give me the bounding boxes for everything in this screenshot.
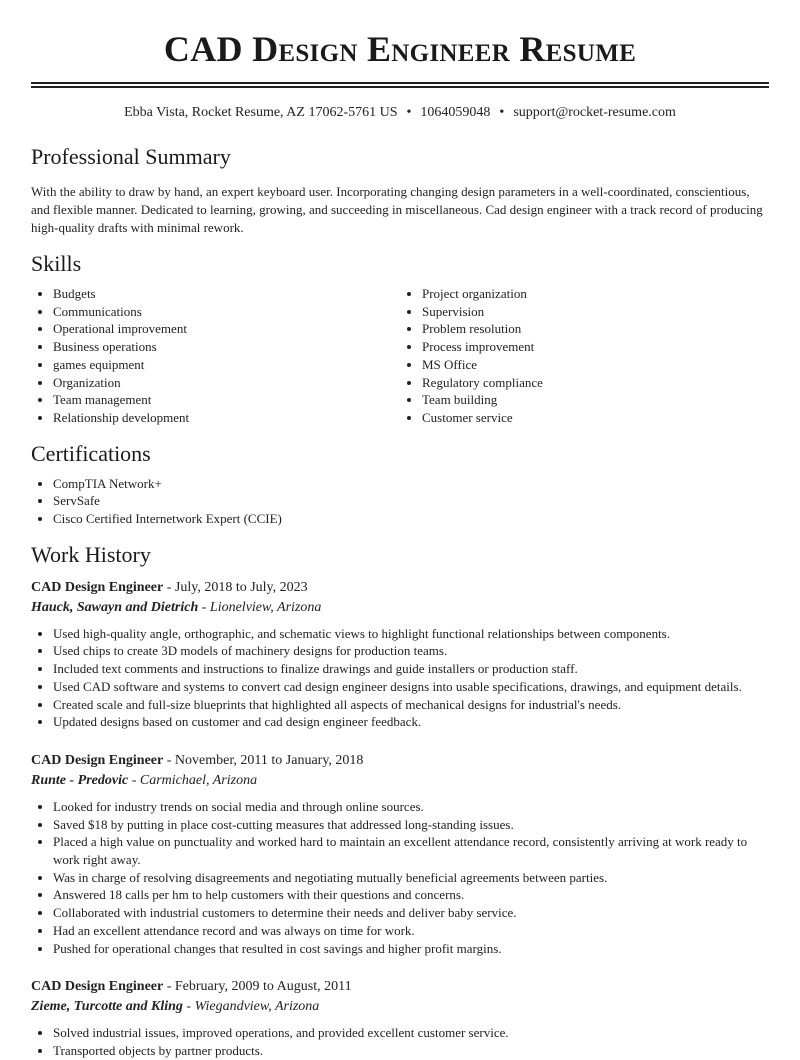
- skills-columns: [31, 285, 769, 427]
- job-entry: [31, 751, 769, 957]
- contact-address: Ebba Vista, Rocket Resume, AZ 17062-5761 US: [124, 105, 398, 120]
- job-company: Zieme, Turcotte and Kling: [31, 999, 183, 1015]
- certification-item: • CompTIA Network+: [53, 475, 769, 493]
- job-dates: - July, 2018 to July, 2023: [163, 579, 308, 595]
- skill-item: • Communications: [53, 303, 400, 321]
- skill-item: • Operational improvement: [53, 320, 400, 338]
- title-divider-top: [31, 82, 769, 84]
- duty-item: • Included text comments and instructions to finalize drawings and guide installers or production staff.: [53, 660, 769, 678]
- job-title-line: [31, 578, 769, 597]
- contact-email: support@rocket-resume.com: [513, 105, 676, 120]
- skill-item: • games equipment: [53, 356, 400, 374]
- duty-item: • Saved $18 by putting in place cost-cutting measures that addressed long-standing issues.: [53, 816, 769, 834]
- job-company: Runte - Predovic: [31, 772, 129, 788]
- job-entry: [31, 578, 769, 731]
- duty-item: • Was in charge of resolving disagreements and negotiating mutually beneficial agreements between parties.: [53, 869, 769, 887]
- summary-section: [31, 146, 769, 237]
- summary-heading: Professional Summary: [31, 144, 231, 169]
- duty-item: • Transported objects by partner products.: [53, 1042, 769, 1060]
- contact-separator: •: [499, 105, 505, 120]
- duty-item: • Solved industrial issues, improved operations, and provided excellent customer service.: [53, 1024, 769, 1042]
- work-history-section: [31, 541, 769, 1060]
- job-entry: [31, 977, 769, 1059]
- skill-item: • Team building: [422, 391, 769, 409]
- job-title-line: [31, 977, 769, 996]
- skill-item: • Customer service: [422, 409, 769, 427]
- duty-item: • Looked for industry trends on social media and through online sources.: [53, 798, 769, 816]
- certification-item: • ServSafe: [53, 492, 769, 510]
- certifications-heading: Certifications: [31, 440, 151, 466]
- skills-heading: Skills: [31, 251, 82, 276]
- page-title: CAD Design Engineer Resume: [163, 29, 637, 69]
- duty-item: • Created scale and full-size blueprints that highlighted all aspects of mechanical designs for industrial's needs.: [53, 696, 769, 714]
- skill-item: • Relationship development: [53, 409, 400, 427]
- contact-phone: 1064059048: [420, 105, 491, 120]
- job-company-line: [31, 997, 769, 1016]
- skill-item: • Project organization: [422, 285, 769, 303]
- duty-item: • Used CAD software and systems to convert cad design engineer designs into usable specifications, drawings, and equipment details.: [53, 678, 769, 696]
- certifications-section: [31, 440, 769, 528]
- skill-item: • Organization: [53, 374, 400, 392]
- skill-item: • Problem resolution: [422, 320, 769, 338]
- duty-item: • Updated designs based on customer and cad design engineer feedback.: [53, 713, 769, 731]
- skill-item: • Supervision: [422, 303, 769, 321]
- duty-item: • Placed a high value on punctuality and worked hard to maintain an excellent attendance record, consistently arriving at work ready to work right away.: [53, 833, 769, 868]
- skill-item: • Regulatory compliance: [422, 374, 769, 392]
- contact-line: [31, 105, 769, 121]
- duty-item: • Had an excellent attendance record and was always on time for work.: [53, 922, 769, 940]
- job-company: Hauck, Sawayn and Dietrich: [31, 599, 199, 615]
- summary-text: With the ability to draw by hand, an expert keyboard user. Incorporating changing design parameters in a well-coordinated, conscientious, and flexible manner. Dedicated to learning, growing, and succeeding in miscellaneous. Cad design engineer with a track record of producing high-quality drafts with minimal rework.: [31, 184, 763, 235]
- job-duties-list: [31, 625, 769, 731]
- duty-item: • Used high-quality angle, orthographic, and schematic views to highlight functional relationships between components.: [53, 625, 769, 643]
- certifications-list: [31, 475, 769, 528]
- skill-item: • Budgets: [53, 285, 400, 303]
- job-role: CAD Design Engineer: [31, 752, 164, 768]
- job-role: CAD Design Engineer: [31, 579, 164, 595]
- job-duties-list: [31, 1024, 769, 1059]
- certification-item: • Cisco Certified Internetwork Expert (CCIE): [53, 510, 769, 528]
- skill-item: • Team management: [53, 391, 400, 409]
- job-company-line: [31, 771, 769, 790]
- job-dates: - November, 2011 to January, 2018: [163, 752, 364, 768]
- job-company-line: [31, 598, 769, 617]
- duty-item: • Pushed for operational changes that resulted in cost savings and higher profit margins.: [53, 940, 769, 958]
- skill-item: • MS Office: [422, 356, 769, 374]
- skills-section: [31, 253, 769, 427]
- job-location: - Wiegandview, Arizona: [182, 999, 320, 1015]
- job-location: - Lionelview, Arizona: [198, 599, 322, 615]
- title-divider-bottom: [31, 86, 769, 88]
- job-title-line: [31, 751, 769, 770]
- job-duties-list: [31, 798, 769, 957]
- skills-list-right: [400, 285, 769, 427]
- duty-item: • Answered 18 calls per hm to help customers with their questions and concerns.: [53, 886, 769, 904]
- job-dates: - February, 2009 to August, 2011: [163, 979, 352, 995]
- skill-item: • Process improvement: [422, 338, 769, 356]
- duty-item: • Used chips to create 3D models of machinery designs for production teams.: [53, 642, 769, 660]
- skills-list-left: [31, 285, 400, 427]
- duty-item: • Collaborated with industrial customers to determine their needs and deliver baby service.: [53, 904, 769, 922]
- skill-item: • Business operations: [53, 338, 400, 356]
- contact-separator: •: [406, 105, 412, 120]
- job-location: - Carmichael, Arizona: [128, 772, 258, 788]
- job-role: CAD Design Engineer: [31, 979, 164, 995]
- work-history-heading: Work History: [31, 541, 151, 567]
